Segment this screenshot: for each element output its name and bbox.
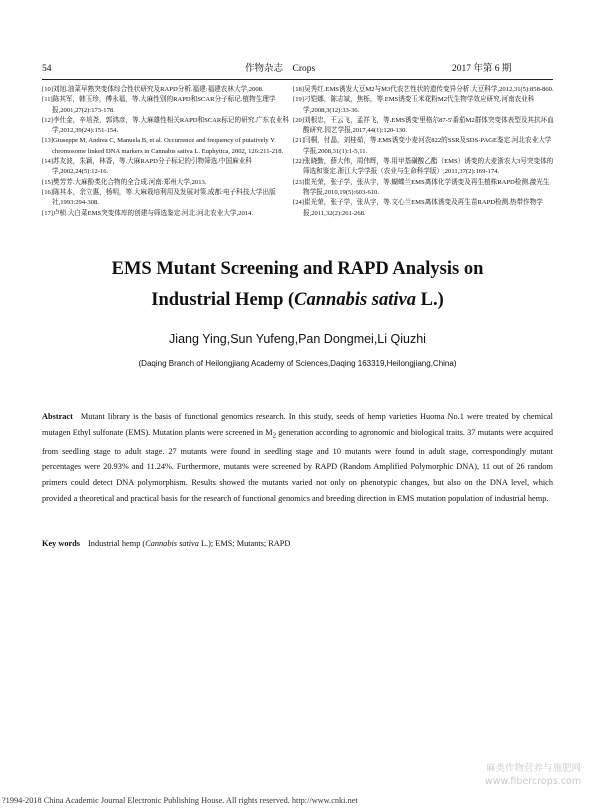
title-suffix: L.) bbox=[415, 290, 444, 310]
keywords-prefix: Industrial hemp ( bbox=[88, 539, 146, 548]
reference-item: [10]刘旭.油菜早熟突变体综合性状研究及RAPD分析.福建:福建农林大学,2008. bbox=[42, 86, 264, 93]
paper-title-line2 bbox=[42, 288, 553, 312]
title-prefix: Industrial Hemp ( bbox=[151, 290, 295, 310]
reference-item: [18]吴秀红.EMS诱发大豆M2与M3代农艺性状的遗传变异分析.大豆科学,2012,31(5):858-860. bbox=[293, 86, 554, 93]
copyright-footer: ?1994-2018 China Academic Journal Electronic Publishing House. All rights reserved. http://www.cnki.net bbox=[2, 796, 358, 805]
abstract-subscript: 2 bbox=[272, 432, 277, 440]
site-watermark bbox=[485, 762, 581, 788]
keywords-suffix: L.); EMS; Mutants; RAPD bbox=[198, 539, 291, 548]
reference-item: [22]张晓勤，薛大伟，周伟辉，等.用甲基磺酸乙酯（EMS）诱变的大麦浙农大3号突变体的筛选和鉴定.浙江大学学报（农业与生命科学版）,2011,37(2):169-174. bbox=[293, 158, 554, 176]
keywords-species: Cannabis sativa bbox=[145, 539, 199, 548]
page-number: 54 bbox=[42, 64, 52, 74]
issue-label: 2017 年第 6 期 bbox=[452, 64, 512, 74]
abstract-text-part1: Mutant library is the basis of functional genomics research. In this study, seeds of hemp varieties Huoma No.1 were treated by chemical mutagen Ethyl sulfonate (EMS). Mutation plants were screened in M bbox=[42, 412, 553, 437]
reference-item: [19]刁铠娜，陈志斌，焦栎，等.EMS诱变玉米花粉M2代生物学效应研究.河南农业科学,2008,3(12):33-36. bbox=[293, 96, 535, 114]
watermark-line2: www.fibercrops.com bbox=[484, 776, 581, 787]
header-rule bbox=[42, 79, 553, 80]
reference-item: [13]Giuseppe M, Andrea C, Manuela B, et al. Occurrence and frequency of putatively Y chromosome linked DNA markers in Cannabis sativa L. Euphytica, 2002, 126:211-218. bbox=[42, 137, 284, 155]
reference-item: [21]闫桐，付晶，刘桂茹，等.EMS诱变小麦河农822的SSR及SDS-PAGE鉴定.河北农业大学学报,2008,31(1):1-5,11. bbox=[293, 137, 552, 155]
reference-item: [15]樊芳芳.大麻酚类化合物的全合成.河南:郑州大学,2013. bbox=[42, 178, 207, 186]
references-left-column bbox=[42, 85, 292, 219]
keywords bbox=[42, 538, 553, 550]
affiliation: (Daqing Branch of Heilongjiang Academy of Sciences,Daqing 163319,Heilongjiang,China) bbox=[138, 359, 457, 368]
reference-item: [12]李仕金，辛培尧，郭鸿彦，等.大麻雄性相关RAPD和SCAR标记的研究.广东农业科学,2012,39(24):151-154. bbox=[42, 116, 289, 135]
references-right-column bbox=[293, 85, 555, 219]
reference-item: [14]苏友波，朱颖，林香，等.大麻RAPD分子标记的引物筛选.中国麻业科学,2002,24(5):12-16. bbox=[42, 158, 252, 176]
abstract bbox=[42, 409, 553, 506]
title-species: Cannabis sativa bbox=[294, 290, 416, 310]
abstract-label: Abstract bbox=[42, 412, 73, 421]
abstract-text-part2: generation according to agronomic and biological traits. 37 mutants were acquired from seedling stage to adult stage. 27 mutants were found in seedling stage and 10 mutants were found in adult stage, correspondingly mutant percentages were 20.93% and 11.24%. Furthermore, mutants were screened by RAPD (Random Amplified Polymorphic DNA), 11 out of 26 random primers could detect DNA polymorphism. Results showed the mutants varied not only on phenotypic changes, but also on the DNA level, which provided a theoretical and practical basis for the research of functional genomics and breeding direction in EMS mutation population of industrial hemp. bbox=[42, 427, 553, 503]
reference-item: [16]陈其本，余立惠，杨明，等.大麻栽培利用及发展对策.成都:电子科技大学出版社,1993:294-308. bbox=[42, 188, 276, 207]
reference-item: [24]崔光荣，张子学，张从宇，等.文心兰EMS离体诱变及再生苗RAPD检测.热带作物学报,2011,32(2):261-268. bbox=[293, 199, 543, 217]
journal-name: 作物杂志 Crops bbox=[245, 64, 316, 74]
reference-item: [11]陈其军，韩玉珍，傅永福，等.大麻性别的RAPD和SCAR分子标记.植物生理学报,2001,27(2):173-178. bbox=[42, 96, 276, 114]
paper-title-line1: EMS Mutant Screening and RAPD Analysis on bbox=[111, 259, 484, 279]
reference-item: [17]卢桢.大白菜EMS突变体库的创建与筛选鉴定.河北:河北农业大学,2014. bbox=[42, 209, 253, 217]
authors: Jiang Ying,Sun Yufeng,Pan Dongmei,Li Qiuzhi bbox=[169, 332, 426, 346]
watermark-line1: 麻类作物营养与施肥网 bbox=[485, 763, 581, 774]
keywords-label: Key words bbox=[42, 539, 81, 548]
reference-item: [23]崔光荣，张子学，张从宇，等.蝴蝶兰EMS离体化学诱变及再生植株RAPD检测.激光生物学报,2010,19(5):603-610. bbox=[293, 178, 550, 196]
reference-item: [20]刘根忠，王云飞，孟祥飞，等.EMS诱变'里格尔87-5'番茄M2群体突变体表型及其抗坏血酸研究.园艺学报,2017,44(1):120-130. bbox=[293, 116, 554, 135]
